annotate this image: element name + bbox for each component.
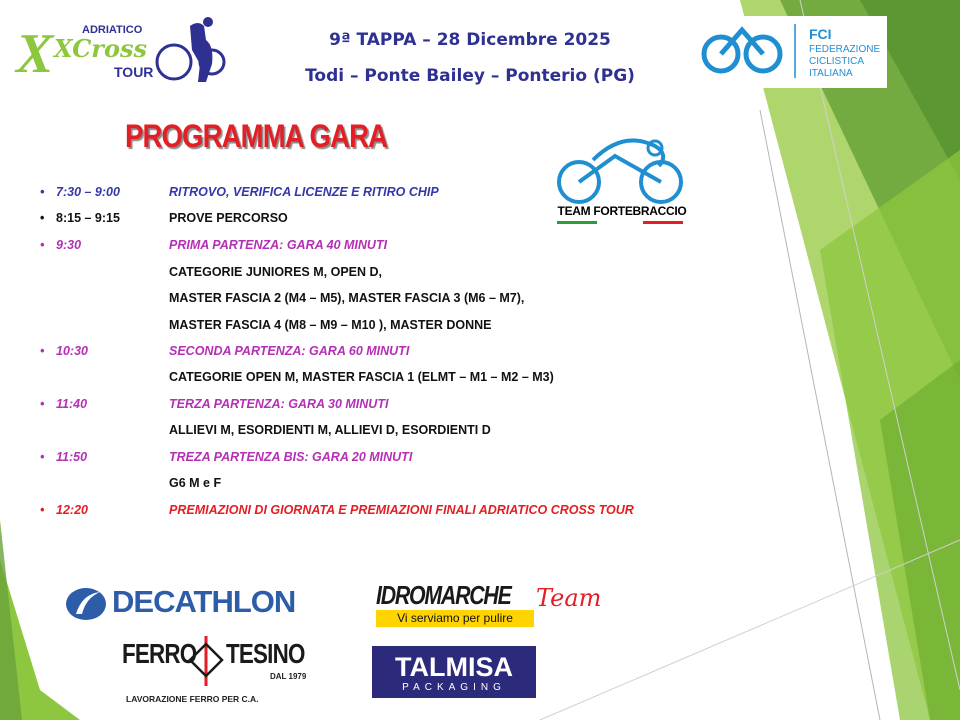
idromarche-team-text: Team xyxy=(536,584,602,612)
team-fortebraccio-text: TEAM FORTEBRACCIO xyxy=(557,204,687,218)
flag-stripe-red xyxy=(643,221,683,224)
xcross-bottom-text: TOUR xyxy=(114,64,154,80)
decathlon-text: DECATHLON xyxy=(112,584,296,619)
bicycle-icon xyxy=(699,16,799,88)
schedule-time: 9:30 xyxy=(56,238,82,252)
schedule-desc: RITROVO, VERIFICA LICENZE E RITIRO CHIP xyxy=(169,185,439,199)
schedule-desc: G6 M e F xyxy=(169,476,222,490)
idromarche-team-logo xyxy=(376,580,602,632)
bullet-icon: • xyxy=(40,238,45,252)
ferro-text: FERRO xyxy=(122,638,197,669)
schedule-desc: SECONDA PARTENZA: GARA 60 MINUTI xyxy=(169,344,410,358)
program-title: PROGRAMMA GARA xyxy=(125,118,388,154)
talmisa-subtitle: PACKAGING xyxy=(402,682,506,693)
ferro-tesino-subtitle: LAVORAZIONE FERRO PER C.A. xyxy=(126,694,259,704)
bullet-icon: • xyxy=(40,344,45,358)
schedule-desc: CATEGORIE JUNIORES M, OPEN D, xyxy=(169,265,382,279)
schedule-desc: PROVE PERCORSO xyxy=(169,211,288,225)
talmisa-packaging-logo xyxy=(372,646,536,698)
idromarche-text: IDROMARCHE xyxy=(376,580,511,610)
header-location: Todi – Ponte Bailey – Ponterio (PG) xyxy=(305,66,635,86)
schedule-time: 11:50 xyxy=(56,450,88,464)
flag-stripe-green xyxy=(557,221,597,224)
header-stage-date: 9ª TAPPA – 28 Dicembre 2025 xyxy=(329,30,611,50)
schedule-desc: MASTER FASCIA 2 (M4 – M5), MASTER FASCIA 3 (M6 – M7), xyxy=(169,291,525,305)
schedule-desc: ALLIEVI M, ESORDIENTI M, ALLIEVI D, ESORDIENTI D xyxy=(169,423,491,437)
schedule-time: 8:15 – 9:15 xyxy=(56,211,120,225)
schedule-time: 12:20 xyxy=(56,503,88,517)
schedule-time: 7:30 – 9:00 xyxy=(56,185,120,199)
fci-line3: ITALIANA xyxy=(809,68,853,79)
bullet-icon: • xyxy=(40,450,45,464)
schedule-time: 10:30 xyxy=(56,344,88,358)
schedule-desc: CATEGORIE OPEN M, MASTER FASCIA 1 (ELMT – M1 – M2 – M3) xyxy=(169,370,554,384)
team-fortebraccio-logo xyxy=(537,120,697,252)
ferro-tesino-since: DAL 1979 xyxy=(270,672,307,681)
fci-abbr: FCI xyxy=(809,26,832,42)
schedule-desc: PRIMA PARTENZA: GARA 40 MINUTI xyxy=(169,238,388,252)
decathlon-swoosh-icon xyxy=(64,586,108,622)
bullet-icon: • xyxy=(40,503,45,517)
fci-line1: FEDERAZIONE xyxy=(809,44,881,55)
ferro-tesino-logo xyxy=(122,636,322,712)
cyclist-swirl-icon xyxy=(537,120,697,210)
fci-logo xyxy=(699,16,887,88)
schedule-desc: TERZA PARTENZA: GARA 30 MINUTI xyxy=(169,397,389,411)
idromarche-tagline: Vi serviamo per pulire xyxy=(376,610,534,627)
tesino-text: TESINO xyxy=(226,638,305,669)
diamond-emblem-icon xyxy=(188,636,224,686)
xcross-top-text: ADRIATICO xyxy=(82,24,143,36)
schedule-desc: TREZA PARTENZA BIS: GARA 20 MINUTI xyxy=(169,450,413,464)
schedule-desc: PREMIAZIONI DI GIORNATA E PREMIAZIONI FINALI ADRIATICO CROSS TOUR xyxy=(169,503,634,517)
schedule-time: 11:40 xyxy=(56,397,88,411)
bullet-icon: • xyxy=(40,397,45,411)
svg-text:X: X xyxy=(16,23,54,84)
talmisa-text: TALMISA xyxy=(395,652,513,682)
xcross-tour-logo xyxy=(14,14,229,84)
bullet-icon: • xyxy=(40,185,45,199)
decathlon-logo xyxy=(64,584,324,624)
schedule-desc: MASTER FASCIA 4 (M8 – M9 – M10 ), MASTER DONNE xyxy=(169,318,492,332)
xcross-main-text: XCross xyxy=(54,34,147,63)
bullet-icon: • xyxy=(40,211,45,225)
fci-line2: CICLISTICA xyxy=(809,56,865,67)
